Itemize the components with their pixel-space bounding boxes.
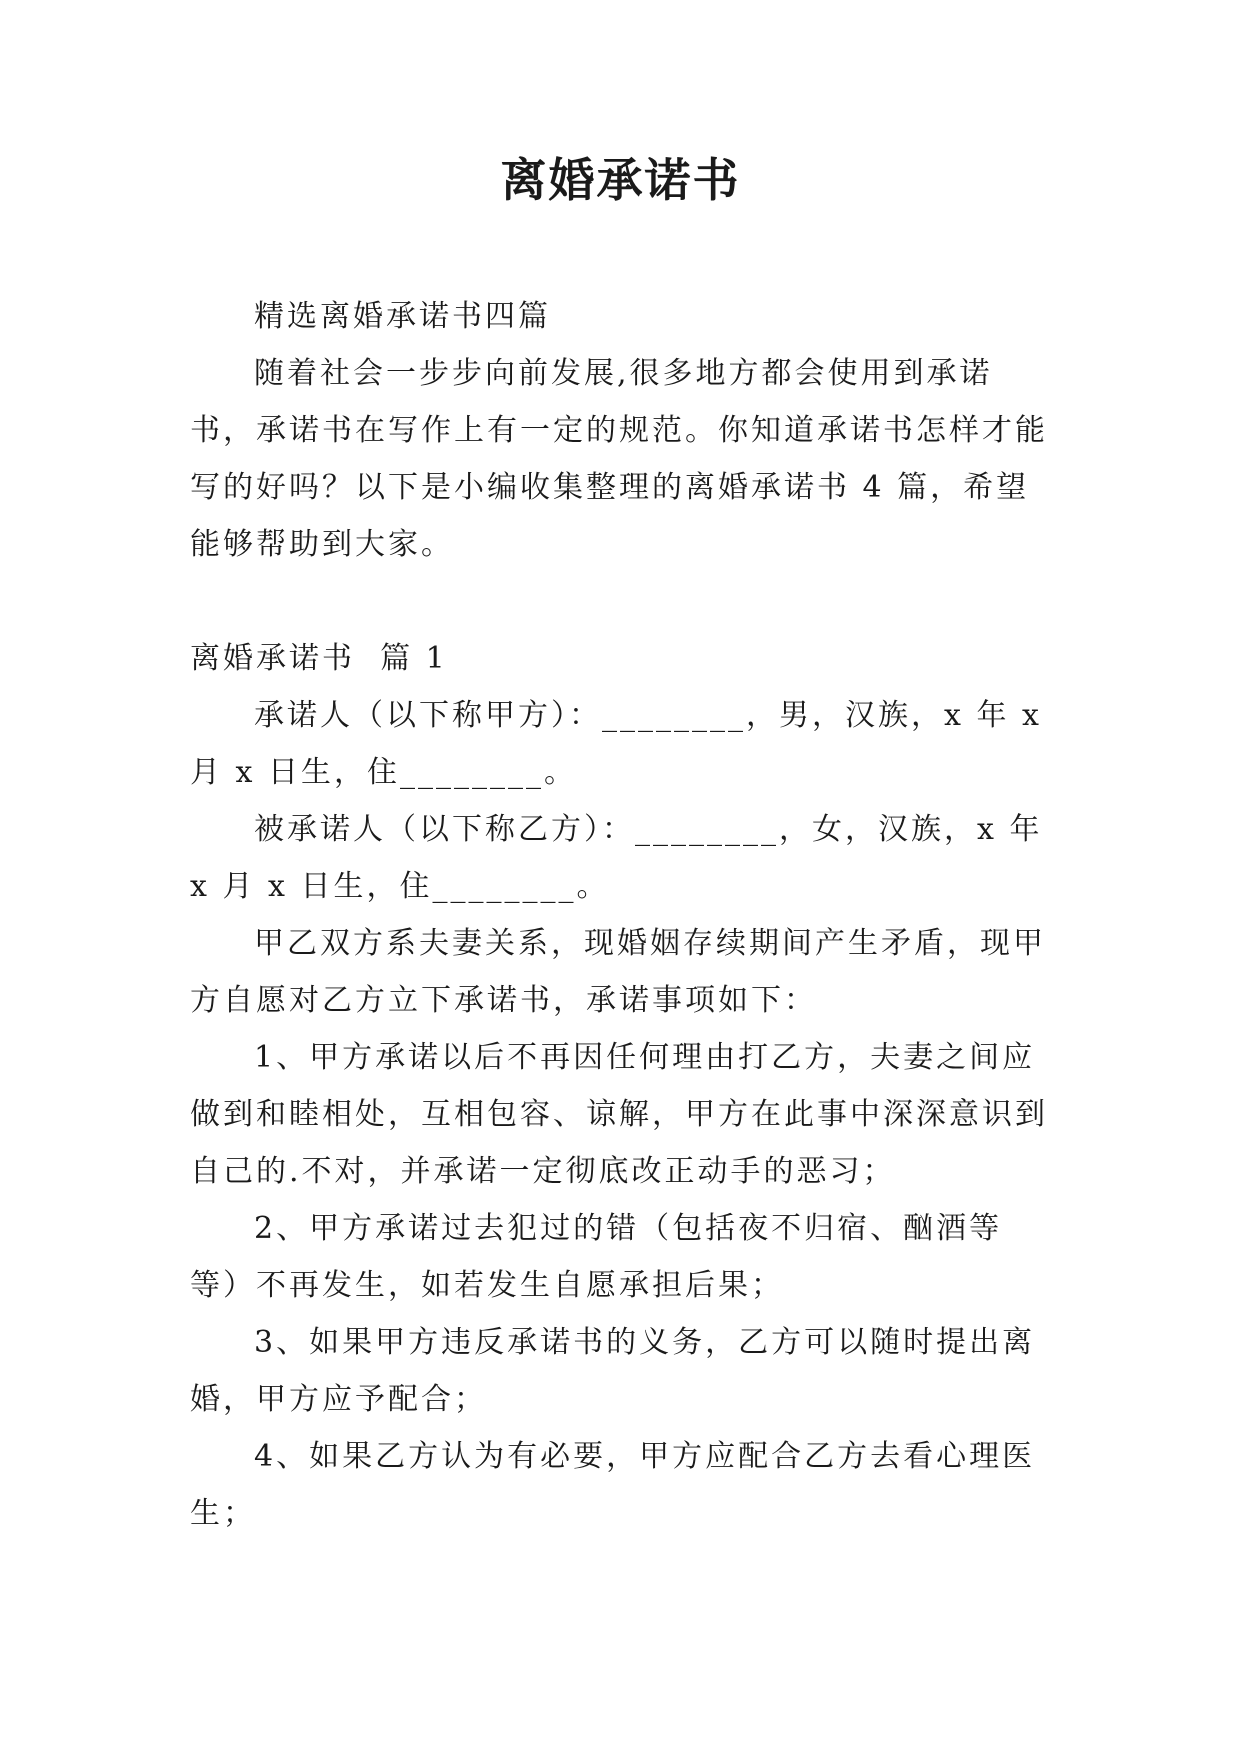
document-title: 离婚承诺书 xyxy=(500,153,741,207)
section-heading: 离婚承诺书 篇 1 xyxy=(190,641,448,676)
commitment-item: 1、甲方承诺以后不再因任何理由打乙方，夫妻之间应做到和睦相处，互相包容、谅解，甲方在此事中深深意识到自己的.不对，并承诺一定彻底改正动手的恶习； xyxy=(190,1040,1048,1189)
intro-paragraph: 随着社会一步步向前发展,很多地方都会使用到承诺书，承诺书在写作上有一定的规范。你知道承诺书怎样才能写的好吗？以下是小编收集整理的离婚承诺书 4 篇，希望能够帮助到大家。 xyxy=(190,356,1048,562)
commitment-item: 4、如果乙方认为有必要，甲方应配合乙方去看心理医生； xyxy=(190,1439,1036,1531)
party-b-paragraph: 被承诺人（以下称乙方）：________，女，汉族，x 年 x 月 x 日生，住________。 xyxy=(190,812,1043,904)
intro-subtitle: 精选离婚承诺书四篇 xyxy=(254,299,551,334)
commitment-item: 3、如果甲方违反承诺书的义务，乙方可以随时提出离婚，甲方应予配合； xyxy=(190,1325,1036,1417)
party-a-paragraph: 承诺人（以下称甲方）：________，男，汉族，x 年 x 月 x 日生，住________。 xyxy=(190,698,1042,790)
preamble-paragraph: 甲乙双方系夫妻关系，现婚姻存续期间产生矛盾，现甲方自愿对乙方立下承诺书，承诺事项如下： xyxy=(190,926,1046,1018)
commitment-item: 2、甲方承诺过去犯过的错（包括夜不归宿、酗酒等等）不再发生，如若发生自愿承担后果； xyxy=(190,1211,1003,1303)
document-body xyxy=(190,288,1050,1542)
